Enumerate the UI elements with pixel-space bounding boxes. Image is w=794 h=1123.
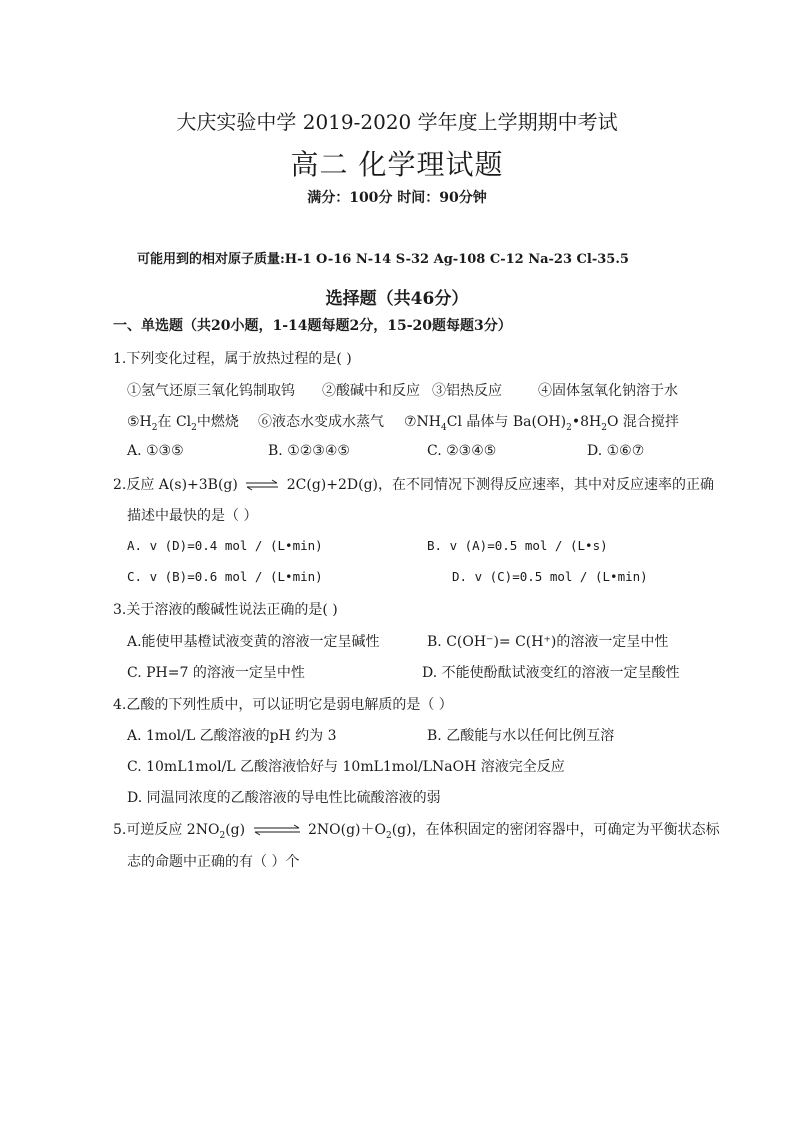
q3-option-b: B. C(OH⁻)= C(H⁺)的溶液一定呈中性	[427, 634, 669, 650]
q1-option-d: D. ①⑥⑦	[587, 443, 645, 459]
q1-item-6: ⑥液态水变成水蒸气	[258, 414, 384, 430]
q1-item-5: $⑤H_2$在 $Cl_2$中燃烧	[127, 414, 239, 433]
q1-option-b: B. ①②③④⑤	[268, 443, 350, 459]
q4-option-b: B. 乙酸能与水以任何比例互溶	[427, 728, 615, 744]
q2-stem: 2.反应 A(s)+3B(g) 2C(g)+2D(g)，在不同情况下测得反应速率，其中对反应速率的正确	[113, 477, 715, 493]
q2-option-d: D. v (C)=0.5 mol / (L•min)	[452, 569, 648, 584]
q3-stem: 3.关于溶液的酸碱性说法正确的是( )	[113, 602, 338, 618]
q2-stem-line2: 描述中最快的是（ ）	[127, 508, 258, 524]
q1-item-4: ④固体氢氧化钠溶于水	[538, 383, 678, 399]
equilibrium-arrow-icon	[253, 824, 301, 836]
school-exam-title: 大庆实验中学 2019-2020 学年度上学期期中考试	[176, 110, 618, 134]
section-title: 选择题（共46分）	[325, 289, 469, 309]
exam-subject-title: 高二 化学理试题	[290, 148, 504, 181]
equilibrium-arrow-icon	[245, 479, 279, 491]
q4-stem: 4.乙酸的下列性质中，可以证明它是弱电解质的是（ ）	[113, 697, 453, 713]
q3-option-c: C. PH=7 的溶液一定呈中性	[127, 665, 305, 681]
q3-option-d: D. 不能使酚酞试液变红的溶液一定呈酸性	[422, 665, 680, 681]
q2-option-c: C. v (B)=0.6 mol / (L•min)	[127, 569, 323, 584]
score-time-info: 满分：100分 时间：90分钟	[307, 190, 487, 206]
q1-item-7: $⑦NH_4Cl$ 晶体与 $Ba(OH)_2•8H_2O$ 混合搅拌	[404, 414, 679, 433]
q2-option-a: A. v (D)=0.4 mol / (L•min)	[127, 538, 323, 553]
q1-option-a: A. ①③⑤	[127, 443, 184, 459]
q1-item-1: ①氢气还原三氧化钨制取钨	[127, 383, 295, 399]
q2-option-b: B. v (A)=0.5 mol / (L•s)	[427, 538, 608, 553]
q4-option-c: C. 10mL1mol/L 乙酸溶液恰好与 10mL1mol/LNaOH 溶液完全反应	[127, 759, 565, 775]
q1-option-c: C. ②③④⑤	[427, 443, 497, 459]
atomic-masses-line: 可能用到的相对原子质量:H-1 O-16 N-14 S-32 Ag-108 C-12 Na-23 Cl-35.5	[137, 252, 629, 267]
q4-option-d: D. 同温同浓度的乙酸溶液的导电性比硫酸溶液的弱	[127, 790, 441, 806]
q4-option-a: A. 1mol/L 乙酸溶液的pH 约为 3	[127, 728, 337, 744]
q3-option-a: A.能使甲基橙试液变黄的溶液一定呈碱性	[127, 634, 380, 650]
q1-item-2: ②酸碱中和反应	[322, 383, 420, 399]
part-title: 一、单选题（共20小题，1-14题每题2分，15-20题每题3分）	[113, 318, 512, 334]
q5-stem: 5.可逆反应 $2NO_2(g)$ $2NO(g)+O_2(g)$，在体积固定的密闭容器中，可确定为平衡状态标	[113, 822, 720, 841]
q1-stem: 1.下列变化过程，属于放热过程的是( )	[113, 351, 352, 367]
q5-stem-line2: 志的命题中正确的有（ ）个	[127, 854, 300, 870]
q1-item-3: ③铝热反应	[432, 383, 502, 399]
